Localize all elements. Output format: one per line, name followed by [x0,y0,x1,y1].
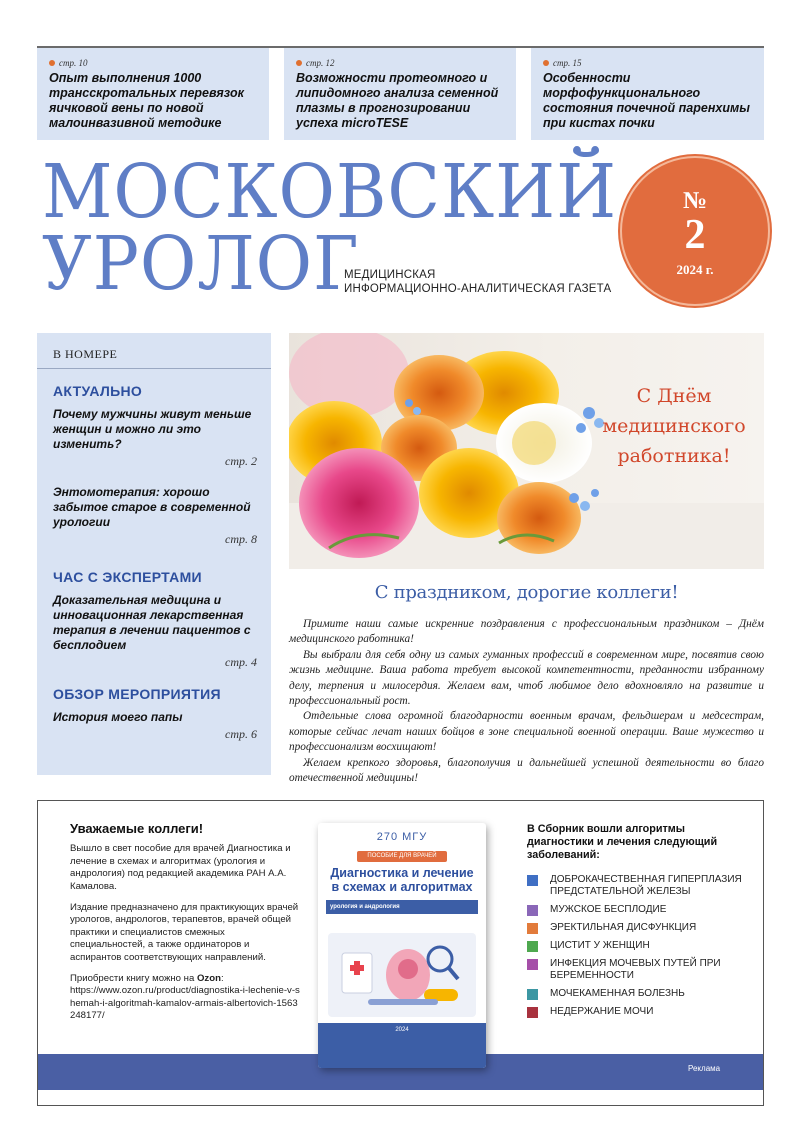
teaser-2[interactable] [284,48,516,140]
book-illustration [328,933,476,1017]
color-square-icon [527,959,538,970]
ad-label: Реклама [688,1064,721,1073]
disease-list-intro: В Сборник вошли алгоритмы диагностики и лечения следующий заболеваний: [527,823,718,861]
disease-item [527,904,747,916]
disease-item [527,1006,747,1018]
section-category: ОБЗОР МЕРОПРИЯТИЯ [53,686,221,702]
disease-label: ЦИСТИТ У ЖЕНЩИН [550,940,650,951]
teaser-3[interactable] [531,48,764,140]
disease-label: НЕДЕРЖАНИЕ МОЧИ [550,1006,654,1017]
hero-greeting-line: медицинского [602,415,746,437]
disease-item [527,988,747,1000]
subtitle-line-1: МЕДИЦИНСКАЯ [344,269,436,281]
color-square-icon [527,923,538,934]
color-square-icon [527,989,538,1000]
greeting-paragraph: Вы выбрали для себя одну из самых гуманных профессий в современном мире, посвятив свою жизнь медицине. Ваша работа требует высокой компетентности, преданности избранному делу, терпения и милосердия. Желаем вам, чтоб любимое дело вдохновляло на развитие и профессиональный рост. [289,648,764,708]
masthead-line-1: МОСКОВСКИЙ [42,149,618,235]
book-subject-bar: урология и андрология [326,900,478,914]
contents-section [53,686,257,742]
ad-paragraph: Вышло в свет пособие для врачей Диагностика и лечение в схемах и алгоритмах (урология и андрология) под редакцией академика РАН А.А. Камалова. [70,843,291,892]
article-page: стр. 4 [225,655,257,669]
teaser-page: стр. 15 [553,58,582,68]
book-title-line: в схемах и алгоритмах [331,880,473,894]
ad-buy-line [70,973,300,985]
teaser-page: стр. 10 [59,58,88,68]
bullet-icon [296,60,302,66]
contents-section [53,383,257,547]
hero-greeting-line: работника! [617,445,731,467]
contents-heading: В НОМЕРЕ [53,347,118,361]
greeting-title: С праздником, дорогие коллеги! [374,582,679,603]
article-link[interactable]: Энтомотерапия: хорошо забытое старое в современной урологии [53,485,251,529]
masthead-subtitle [344,268,611,296]
section-category: ЧАС С ЭКСПЕРТАМИ [53,569,202,585]
hero-greeting [584,381,764,471]
greeting-paragraph: Желаем крепкого здоровья, благополучия и дальнейшей успешной деятельности во благо отечественной медицины! [289,756,764,785]
buy-prefix: Приобрести книгу можно на [70,973,197,985]
book-title [318,866,486,894]
disease-list [527,874,747,1018]
subtitle-line-2: ИНФОРМАЦИОННО-АНАЛИТИЧЕСКАЯ ГАЗЕТА [344,283,612,295]
disease-list-panel [527,823,747,1024]
ad-paragraph: Издание предназначено для практикующих врачей урологов, андрологов, терапевтов, врачей общей практики и специалистов смежных специальностей, а также ординаторов и аспирантов соответствующих направлений. [70,902,299,963]
teaser-title: Особенности морфофункционального состояния почечной паренхимы при кистах почки [543,71,750,130]
greeting-paragraph: Отдельные слова огромной благодарности военным врачам, фельдшерам и медсестрам, которые сейчас лечат наших бойцов в зоне специальной военной операции. Ваше мужество и профессионализм восхищают! [289,710,764,754]
book-advertisement [37,800,764,1106]
disease-label: ИНФЕКЦИЯ МОЧЕВЫХ ПУТЕЙ ПРИ БЕРЕМЕННОСТИ [550,958,721,981]
bullet-icon [49,60,55,66]
teaser-title: Возможности протеомного и липидомного анализа семенной плазмы в прогнозировании успеха microTESE [296,71,499,130]
disease-item [527,940,747,952]
disease-label: МОЧЕКАМЕННАЯ БОЛЕЗНЬ [550,988,685,999]
issue-badge [620,156,770,306]
book-tag: ПОСОБИЕ ДЛЯ ВРАЧЕЙ [357,851,447,862]
teaser-1[interactable] [37,48,269,140]
medical-illustration-icon [328,933,476,1017]
ozon-link[interactable]: https://www.ozon.ru/product/diagnostika-i-lechenie-v-shemah-i-algoritmah-kamalov-armais-albertovich-1563248177/ [70,985,300,1022]
color-square-icon [527,1007,538,1018]
article-link[interactable]: История моего папы [53,710,183,724]
article-link[interactable]: Доказательная медицина и инновационная лекарственная терапия в лечении пациентов с бесплодием [53,593,251,652]
article-link[interactable]: Почему мужчины живут меньше женщин и можно ли это изменить? [53,407,252,451]
book-cover [318,823,486,1068]
book-title-line: Диагностика и лечение [330,866,474,880]
disease-item [527,922,747,934]
buy-suffix: : [220,973,224,985]
issue-number: 2 [684,212,706,258]
masthead-line-2: УРОЛОГ [42,221,360,307]
article-page: стр. 2 [225,454,257,468]
issue-year: 2024 г. [676,262,714,277]
book-year: 2024 [395,1027,409,1033]
ad-heading: Уважаемые коллеги! [70,821,204,836]
issue-no-sign: № [682,188,708,214]
disease-item [527,874,747,898]
divider [37,368,271,369]
section-category: АКТУАЛЬНО [53,383,143,399]
contents-sidebar [37,333,271,775]
store-name: Ozon [196,973,221,985]
disease-label: МУЖСКОЕ БЕСПЛОДИЕ [550,904,667,915]
greeting-paragraph: Примите наши самые искренние поздравления с профессиональным праздником – Днём медицинского работника! [289,618,764,646]
greeting-body [289,617,764,786]
teaser-title: Опыт выполнения 1000 трансскротальных перевязок яичковой вены по новой малоинвазивной методике [49,71,244,130]
color-square-icon [527,875,538,886]
color-square-icon [527,905,538,916]
disease-label: ДОБРОКАЧЕСТВЕННАЯ ГИПЕРПЛАЗИЯ ПРЕДСТАТЕЛЬНОЙ ЖЕЛЕЗЫ [550,874,742,897]
article-page: стр. 6 [225,727,257,741]
disease-label: ЭРЕКТИЛЬНАЯ ДИСФУНКЦИЯ [550,922,697,933]
disease-item [527,958,747,982]
hero-greeting-line: С Днём [636,385,712,407]
article-page: стр. 8 [225,532,257,546]
ad-description [70,823,300,1032]
msu-logo: 270 МГУ [376,831,428,843]
bullet-icon [543,60,549,66]
teaser-page: стр. 12 [306,58,335,68]
color-square-icon [527,941,538,952]
contents-section [53,569,257,670]
